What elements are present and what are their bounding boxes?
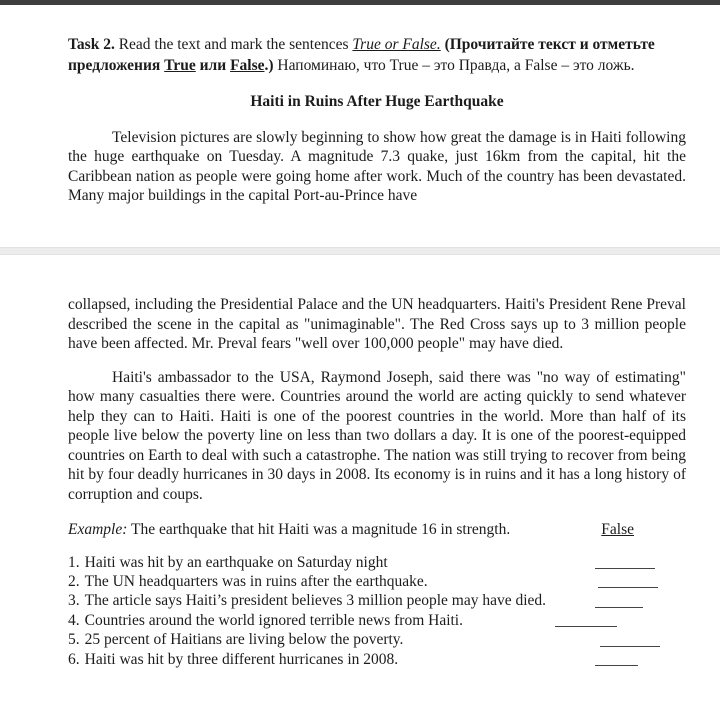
question-text: Haiti was hit by an earthquake on Saturday night <box>84 553 388 571</box>
example-row <box>68 520 686 540</box>
article-title: Haiti in Ruins After Huge Earthquake <box>250 93 504 110</box>
question-text: The article says Haiti’s president believes 3 million people may have died. <box>84 592 547 610</box>
instruction-ru-open: (Прочитайте текст и отметьте предложения <box>68 35 655 74</box>
question-number: 3. <box>68 592 80 610</box>
answer-blank-1[interactable] <box>595 568 655 569</box>
question-row-5 <box>68 630 686 649</box>
true-word: True <box>164 56 196 74</box>
question-row-1 <box>68 553 686 572</box>
question-text: 25 percent of Haitians are living below the poverty. <box>84 631 404 649</box>
question-text: The UN headquarters was in ruins after the earthquake. <box>84 572 428 590</box>
true-or-false-phrase: True or False. <box>352 35 441 53</box>
instruction-ru-close: .) <box>264 56 274 74</box>
instruction-ru-note: Напоминаю, что True – это Правда, а False – это ложь. <box>273 56 635 74</box>
answer-blank-6[interactable] <box>595 665 638 666</box>
example-label: Example: <box>68 521 128 538</box>
question-number: 4. <box>68 611 80 629</box>
task-label: Task 2. <box>68 35 115 53</box>
question-number: 1. <box>68 553 80 571</box>
question-list <box>68 553 686 669</box>
false-word: False <box>230 56 265 74</box>
answer-blank-2[interactable] <box>598 587 658 588</box>
question-row-2 <box>68 572 686 591</box>
question-row-6 <box>68 650 686 669</box>
question-number: 2. <box>68 572 80 590</box>
document-page-1 <box>0 5 720 247</box>
question-text: Countries around the world ignored terrible news from Haiti. <box>84 611 463 629</box>
example-text: The earthquake that hit Haiti was a magnitude 16 in strength. <box>127 521 511 538</box>
question-text: Haiti was hit by three different hurricanes in 2008. <box>84 650 399 668</box>
answer-blank-3[interactable] <box>595 607 643 608</box>
page-break-gap <box>0 247 720 255</box>
answer-blank-5[interactable] <box>600 646 660 647</box>
question-row-3 <box>68 591 686 610</box>
example-answer: False <box>601 521 634 538</box>
document-page-2 <box>0 255 720 703</box>
task-instructions <box>68 34 686 76</box>
or-word-ru: или <box>195 56 231 74</box>
question-number: 6. <box>68 650 80 668</box>
instruction-en: Read the text and mark the sentences <box>114 35 353 53</box>
example-sentence <box>68 520 510 540</box>
article-paragraph-1a: Television pictures are slowly beginning to show how great the damage is in Haiti following the huge earthquake on Tuesday. A magnitude 7.3 quake, just 16km from the capital, hit the Caribbean nation as people were going home after work. Much of the country has been devastated. Many major buildings in the capital Port-au-Prince have <box>68 128 686 204</box>
article-paragraph-1b: collapsed, including the Presidential Palace and the UN headquarters. Haiti's President Rene Preval described the scene in the capital as "unimaginable". The Red Cross says up to 3 million people have been affected. Mr. Preval fears "well over 100,000 people" may have died. <box>68 296 686 352</box>
question-number: 5. <box>68 631 80 649</box>
answer-blank-4[interactable] <box>555 626 617 627</box>
question-row-4 <box>68 611 686 630</box>
article-paragraph-2: Haiti's ambassador to the USA, Raymond Joseph, said there was "no way of estimating" how many casualties there were. Countries around the world are acting quickly to send whatever help they can to Haiti. Haiti is one of the poorest countries in the world. More than half of its people live below the poverty line on less than two dollars a day. It is one of the poorest-equipped countries on Earth to deal with such a catastrophe. The nation was still trying to recover from being hit by four deadly hurricanes in 30 days in 2008. Its economy is in ruins and it has a long history of corruption and coups. <box>68 368 686 503</box>
